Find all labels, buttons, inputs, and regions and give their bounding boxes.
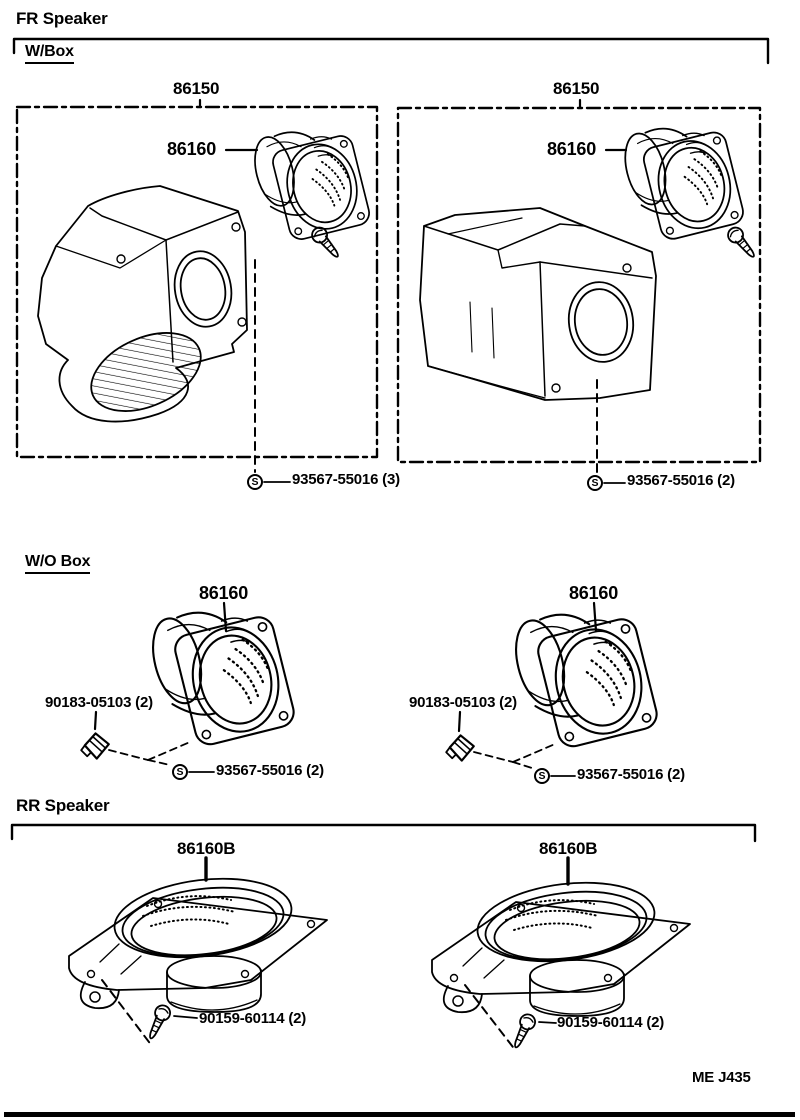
wobox-subsection-label: W/O Box	[25, 553, 90, 574]
rr-section-title: RR Speaker	[16, 796, 110, 815]
wbox-right-fastener-part-number: 93567-55016 (2)	[627, 472, 735, 489]
wbox-right-assembly-label: 86150	[553, 79, 600, 98]
fr-section-title: FR Speaker	[16, 9, 108, 28]
wobox-left-speaker-drawing	[145, 613, 297, 748]
wobox-left-clip-icon	[81, 733, 109, 758]
wbox-left-speaker-label: 86160	[167, 139, 217, 159]
speaker-box-left-drawing	[38, 186, 247, 427]
s-symbol-icon: S	[172, 764, 188, 780]
page-footer-rule	[4, 1112, 795, 1117]
wobox-left-fastener-part-number: 93567-55016 (2)	[216, 762, 324, 779]
s-symbol-icon: S	[534, 768, 550, 784]
s-symbol-icon: S	[587, 475, 603, 491]
wbox-subsection-label: W/Box	[25, 43, 74, 64]
wbox-left-assembly-label: 86150	[173, 79, 220, 98]
wobox-right-clip-part-number: 90183-05103 (2)	[409, 694, 517, 711]
s-symbol-icon: S	[247, 474, 263, 490]
rr-right-speaker-label: 86160B	[539, 839, 598, 858]
wbox-left-fastener-part-number: 93567-55016 (3)	[292, 471, 400, 488]
wbox-left-speaker-drawing	[248, 132, 371, 241]
wobox-right-speaker-label: 86160	[569, 583, 619, 603]
rr-left-screw-icon	[144, 1003, 173, 1042]
page-code: ME J435	[692, 1069, 751, 1086]
wbox-right-dashed-border	[398, 108, 760, 462]
speaker-box-right-drawing	[420, 208, 656, 400]
wobox-right-speaker-drawing	[508, 615, 660, 750]
rr-right-screw-part-number: 90159-60114 (2)	[557, 1014, 665, 1031]
wobox-left-clip-part-number: 90183-05103 (2)	[45, 694, 153, 711]
wbox-right-screw-icon	[725, 224, 759, 261]
wbox-right-speaker-drawing	[619, 129, 746, 242]
wobox-left-speaker-label: 86160	[199, 583, 249, 603]
wbox-right-speaker-label: 86160	[547, 139, 597, 159]
wobox-right-clip-icon	[446, 735, 474, 760]
rr-right-speaker-drawing	[432, 873, 690, 1016]
rr-left-speaker-drawing	[69, 869, 327, 1012]
rr-left-speaker-label: 86160B	[177, 839, 236, 858]
wobox-right-fastener-part-number: 93567-55016 (2)	[577, 766, 685, 783]
rr-right-screw-icon	[509, 1012, 538, 1051]
rr-left-screw-part-number: 90159-60114 (2)	[199, 1010, 307, 1027]
fr-section-bracket	[14, 39, 768, 63]
rr-section-bracket	[12, 825, 755, 841]
